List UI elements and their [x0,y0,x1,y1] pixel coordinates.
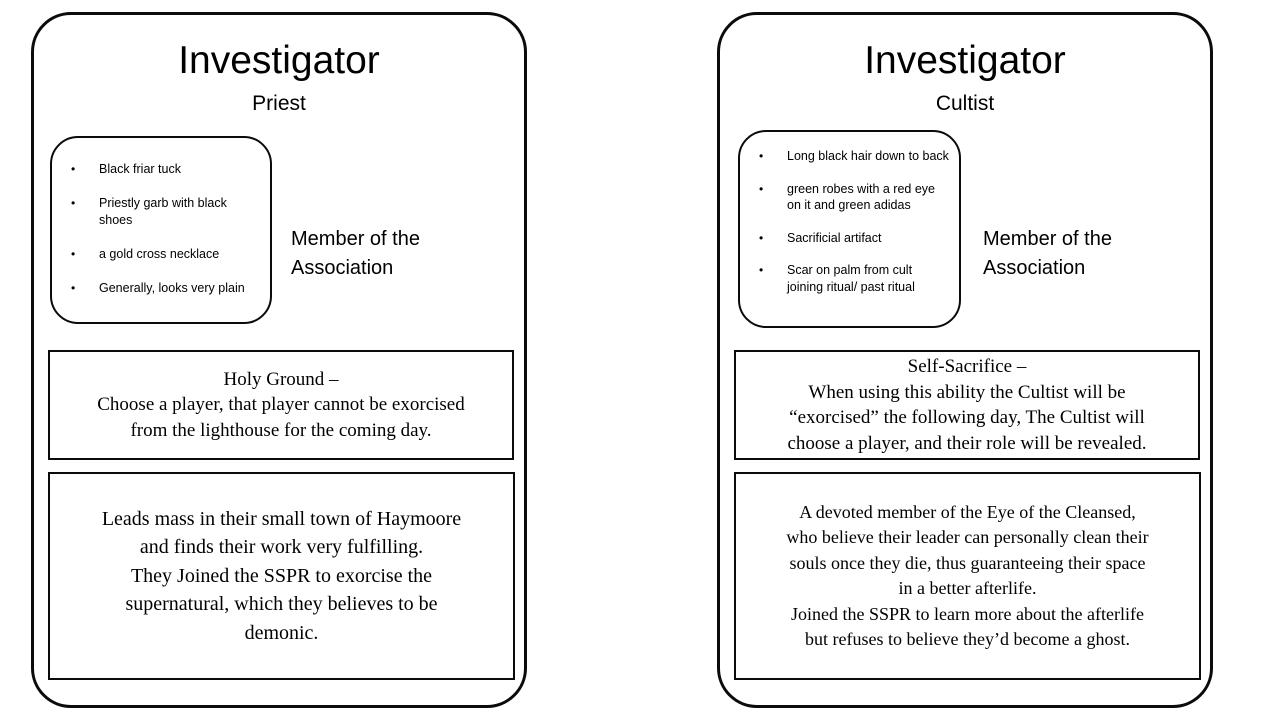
appearance-item: • Sacrificial artifact [756,230,949,247]
ability-name: Holy Ground – [223,368,339,390]
ability-box [734,350,1200,460]
investigator-card-priest [31,12,527,708]
backstory-line: souls once they die, thus guaranteeing their space [789,552,1146,573]
card-title: Investigator [178,39,380,82]
backstory-box [734,472,1201,680]
ability-line: Choose a player, that player cannot be exorcised [97,394,465,416]
appearance-item: • a gold cross necklace [68,246,260,263]
backstory-line: A devoted member of the Eye of the Cleansed, [799,501,1136,522]
backstory-line: supernatural, which they believes to be [125,593,438,616]
appearance-item: • green robes with a red eye on it and green adidas [756,181,949,214]
appearance-item: • Long black hair down to back [756,148,949,165]
ability-line: “exorcised” the following day, The Cultist will [789,407,1145,428]
ability-line: choose a player, and their role will be revealed. [787,432,1147,454]
appearance-list [52,138,270,296]
backstory-line: demonic. [244,621,319,644]
membership-label: Member of the Association [983,228,1112,279]
appearance-item: • Generally, looks very plain [68,280,260,297]
appearance-item: • Scar on palm from cult joining ritual/ past ritual [756,262,949,295]
backstory-line: Joined the SSPR to learn more about the afterlife [791,603,1144,624]
backstory-line: Leads mass in their small town of Haymoore [101,507,462,530]
ability-line: from the lighthouse for the coming day. [130,419,432,441]
membership-label: Member of the Association [291,228,420,279]
backstory-line: in a better afterlife. [898,578,1037,598]
backstory-line: who believe their leader can personally clean their [786,527,1149,547]
backstory-line: They Joined the SSPR to exorcise the [130,564,433,587]
appearance-item: • Priestly garb with black shoes [68,195,260,228]
backstory-line: but refuses to believe they’d become a ghost. [805,629,1130,649]
ability-box [48,350,514,460]
appearance-item: • Black friar tuck [68,161,260,178]
investigator-card-cultist [717,12,1213,708]
role-subtitle: Cultist [935,92,995,115]
ability-line: When using this ability the Cultist will be [808,381,1126,403]
card-title: Investigator [864,39,1066,82]
backstory-box [48,472,515,680]
appearance-box [738,130,961,328]
appearance-box [50,136,272,324]
backstory-line: and finds their work very fulfilling. [139,536,424,559]
role-subtitle: Priest [252,92,306,115]
appearance-list [740,132,959,295]
ability-name: Self-Sacrifice – [907,356,1027,377]
